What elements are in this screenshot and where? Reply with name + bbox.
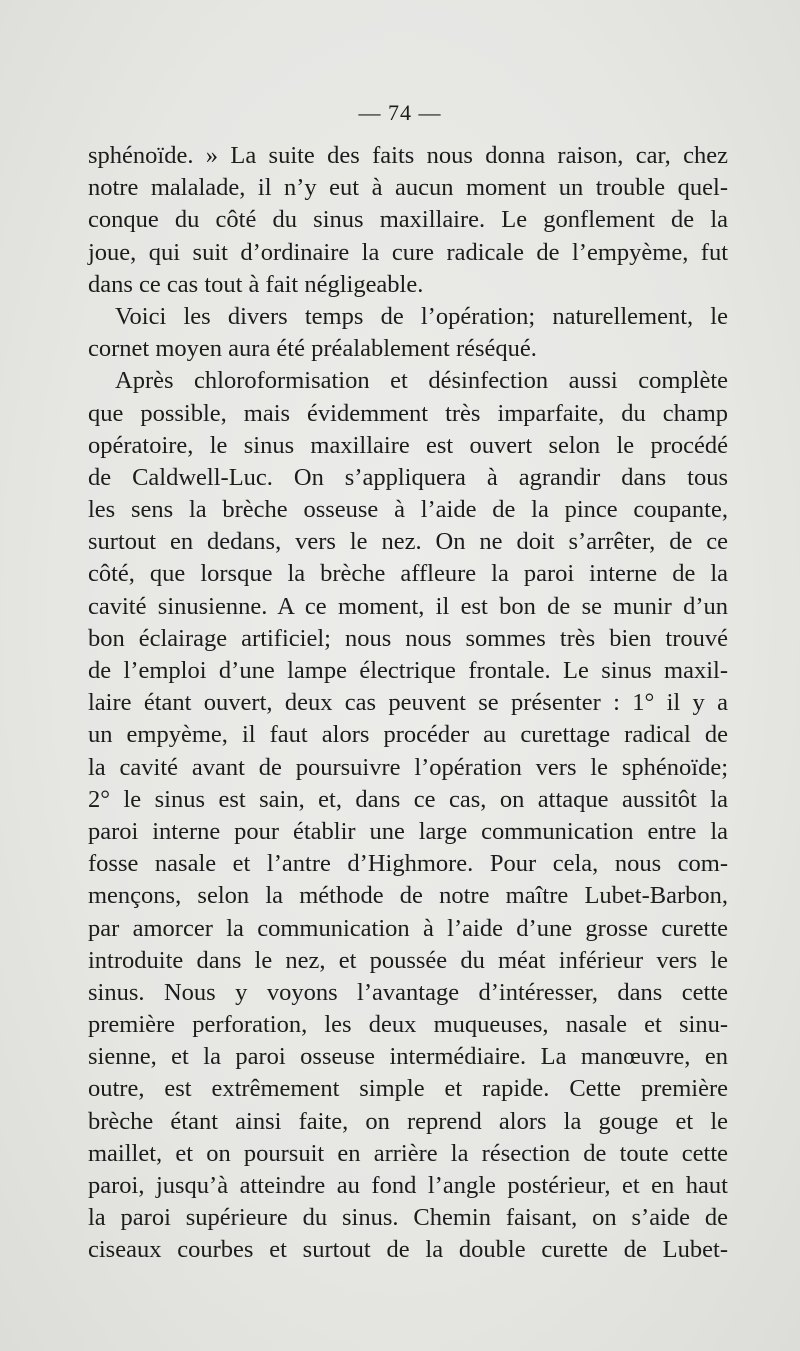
text-line: la cavité avant de poursuivre l’opération vers le sphénoïde; bbox=[88, 753, 728, 781]
text-line: sphénoïde. » La suite des faits nous donna raison, car, chez bbox=[88, 142, 728, 169]
text-line: les sens la brèche osseuse à l’aide de la pince coupante, bbox=[88, 496, 728, 524]
text-line: outre, est extrêmement simple et rapide. Cette première bbox=[88, 1075, 728, 1103]
body-text bbox=[88, 140, 728, 1267]
text-line: cornet moyen aura été préalablement réséqué. bbox=[88, 335, 537, 363]
text-line: cavité sinusienne. A ce moment, il est bon de se munir d’un bbox=[88, 592, 728, 620]
text-line: la paroi supérieure du sinus. Chemin faisant, on s’aide de bbox=[88, 1204, 728, 1232]
text-line: que possible, mais évidemment très imparfaite, du champ bbox=[88, 399, 728, 427]
text-line: mençons, selon la méthode de notre maître Lubet-Barbon, bbox=[88, 882, 728, 910]
text-line: première perforation, les deux muqueuses, nasale et sinu- bbox=[88, 1011, 728, 1039]
text-line: bon éclairage artificiel; nous nous sommes très bien trouvé bbox=[88, 624, 728, 652]
text-line: fosse nasale et l’antre d’Highmore. Pour cela, nous com- bbox=[88, 850, 728, 878]
text-line: sienne, et la paroi osseuse intermédiaire. La manœuvre, en bbox=[88, 1043, 728, 1071]
text-line: paroi interne pour établir une large communication entre la bbox=[88, 817, 728, 845]
text-line: côté, que lorsque la brèche affleure la paroi interne de la bbox=[88, 560, 728, 588]
text-line: 2° le sinus est sain, et, dans ce cas, on attaque aussitôt la bbox=[88, 785, 728, 813]
text-line: joue, qui suit d’ordinaire la cure radicale de l’empyème, fut bbox=[88, 238, 728, 266]
text-line: surtout en dedans, vers le nez. On ne doit s’arrêter, de ce bbox=[88, 528, 728, 556]
text-line: brèche étant ainsi faite, on reprend alors la gouge et le bbox=[88, 1107, 728, 1135]
text-line: par amorcer la communication à l’aide d’une grosse curette bbox=[88, 914, 728, 942]
text-line: sinus. Nous y voyons l’avantage d’intéresser, dans cette bbox=[88, 978, 728, 1006]
text-line: un empyème, il faut alors procéder au curettage radical de bbox=[88, 721, 728, 749]
text-line: Après chloroformisation et désinfection aussi complète bbox=[115, 367, 728, 395]
text-line: laire étant ouvert, deux cas peuvent se présenter : 1° il y a bbox=[88, 689, 728, 717]
text-line: notre malalade, il n’y eut à aucun moment un trouble quel- bbox=[88, 174, 728, 202]
text-line: Voici les divers temps de l’opération; naturellement, le bbox=[115, 302, 728, 330]
text-line: introduite dans le nez, et poussée du méat inférieur vers le bbox=[88, 946, 728, 974]
text-line: maillet, et on poursuit en arrière la résection de toute cette bbox=[88, 1139, 728, 1167]
text-line: de l’emploi d’une lampe électrique frontale. Le sinus maxil- bbox=[88, 657, 728, 684]
text-line: conque du côté du sinus maxillaire. Le gonflement de la bbox=[88, 206, 728, 234]
text-line: opératoire, le sinus maxillaire est ouvert selon le procédé bbox=[88, 431, 728, 459]
text-line: dans ce cas tout à fait négligeable. bbox=[88, 270, 424, 298]
page-number: — 74 — bbox=[358, 100, 442, 125]
text-line: ciseaux courbes et surtout de la double curette de Lubet- bbox=[88, 1236, 728, 1264]
text-line: paroi, jusqu’à atteindre au fond l’angle postérieur, et en haut bbox=[88, 1172, 728, 1199]
text-line: de Caldwell-Luc. On s’appliquera à agrandir dans tous bbox=[88, 463, 728, 491]
